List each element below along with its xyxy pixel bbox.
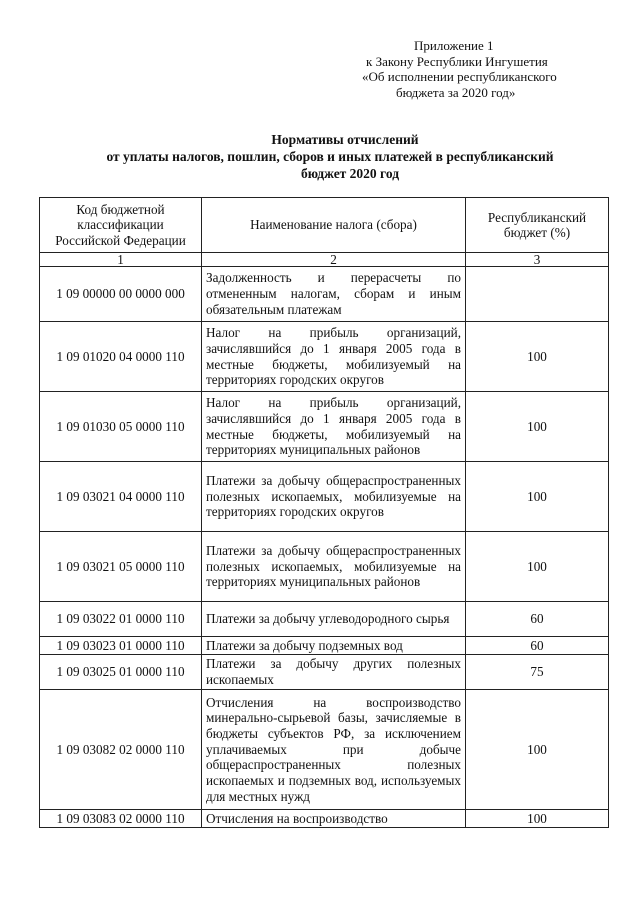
row-pct: 100 xyxy=(466,690,609,810)
row-pct xyxy=(466,267,609,322)
row-name: Отчисления на воспроизводство минерально-сырьевой базы, зачисляемые в бюджеты субъектов РФ, за исключением уплачиваемых при добыче общераспространенных полезных ископаемых и подземных вод, используемых для местных нужд xyxy=(202,690,466,810)
table-row xyxy=(40,462,609,532)
column-number: 3 xyxy=(466,253,609,267)
row-code: 1 09 03083 02 0000 110 xyxy=(40,810,202,828)
appendix-law-title: «Об исполнении республиканского xyxy=(362,69,557,84)
row-code: 1 09 03082 02 0000 110 xyxy=(40,690,202,810)
table-row xyxy=(40,602,609,637)
row-name: Платежи за добычу углеводородного сырья xyxy=(202,602,466,637)
title-line-3: бюджет 2020 год xyxy=(300,166,400,181)
appendix-law-reference: к Закону Республики Ингушетия xyxy=(366,53,548,69)
column-numbers-row xyxy=(40,253,609,267)
row-pct: 100 xyxy=(466,532,609,602)
table-row xyxy=(40,532,609,602)
table-row xyxy=(40,392,609,462)
row-name: Задолженность и перерасчеты по отмененным налогам, сборам и иным обязательным платежам xyxy=(202,267,466,322)
table-row xyxy=(40,267,609,322)
row-code: 1 09 03021 04 0000 110 xyxy=(40,462,202,532)
row-code: 1 09 03025 01 0000 110 xyxy=(40,655,202,690)
title-line-1: Нормативы отчислений xyxy=(271,132,419,147)
row-name: Налог на прибыль организаций, зачислявшийся до 1 января 2005 года в местные бюджеты, мобилизуемый на территориях муниципальных районов xyxy=(202,392,466,462)
row-pct: 100 xyxy=(466,810,609,828)
table-row xyxy=(40,690,609,810)
appendix-number: Приложение 1 xyxy=(414,38,494,53)
appendix-header xyxy=(356,38,606,100)
row-pct: 100 xyxy=(466,392,609,462)
row-name: Платежи за добычу других полезных ископаемых xyxy=(202,655,466,690)
row-pct: 60 xyxy=(466,637,609,655)
header-name: Наименование налога (сбора) xyxy=(202,198,466,253)
row-name: Платежи за добычу подземных вод xyxy=(202,637,466,655)
row-name: Налог на прибыль организаций, зачислявшийся до 1 января 2005 года в местные бюджеты, мобилизуемый на территориях городских округов xyxy=(202,322,466,392)
header-code: Код бюджетной классификации Российской Федерации xyxy=(40,198,202,253)
table-row xyxy=(40,810,609,828)
row-name: Платежи за добычу общераспространенных полезных ископаемых, мобилизуемые на территориях городских округов xyxy=(202,462,466,532)
row-name: Отчисления на воспроизводство xyxy=(202,810,466,828)
table-header-row xyxy=(40,198,609,253)
norms-table xyxy=(39,197,609,828)
table-row xyxy=(40,637,609,655)
appendix-law-title-cont: бюджета за 2020 год» xyxy=(396,84,516,100)
table-row xyxy=(40,655,609,690)
row-code: 1 09 03022 01 0000 110 xyxy=(40,602,202,637)
row-code: 1 09 03021 05 0000 110 xyxy=(40,532,202,602)
row-code: 1 09 01030 05 0000 110 xyxy=(40,392,202,462)
row-pct: 60 xyxy=(466,602,609,637)
row-name: Платежи за добычу общераспространенных полезных ископаемых, мобилизуемые на территориях муниципальных районов xyxy=(202,532,466,602)
row-code: 1 09 00000 00 0000 000 xyxy=(40,267,202,322)
row-code: 1 09 03023 01 0000 110 xyxy=(40,637,202,655)
row-code: 1 09 01020 04 0000 110 xyxy=(40,322,202,392)
column-number: 1 xyxy=(40,253,202,267)
row-pct: 100 xyxy=(466,462,609,532)
header-pct: Республиканский бюджет (%) xyxy=(466,198,609,253)
column-number: 2 xyxy=(202,253,466,267)
row-pct: 100 xyxy=(466,322,609,392)
document-title xyxy=(40,131,620,182)
row-pct: 75 xyxy=(466,655,609,690)
table-row xyxy=(40,322,609,392)
title-line-2: от уплаты налогов, пошлин, сборов и иных платежей в республиканский xyxy=(106,149,554,164)
